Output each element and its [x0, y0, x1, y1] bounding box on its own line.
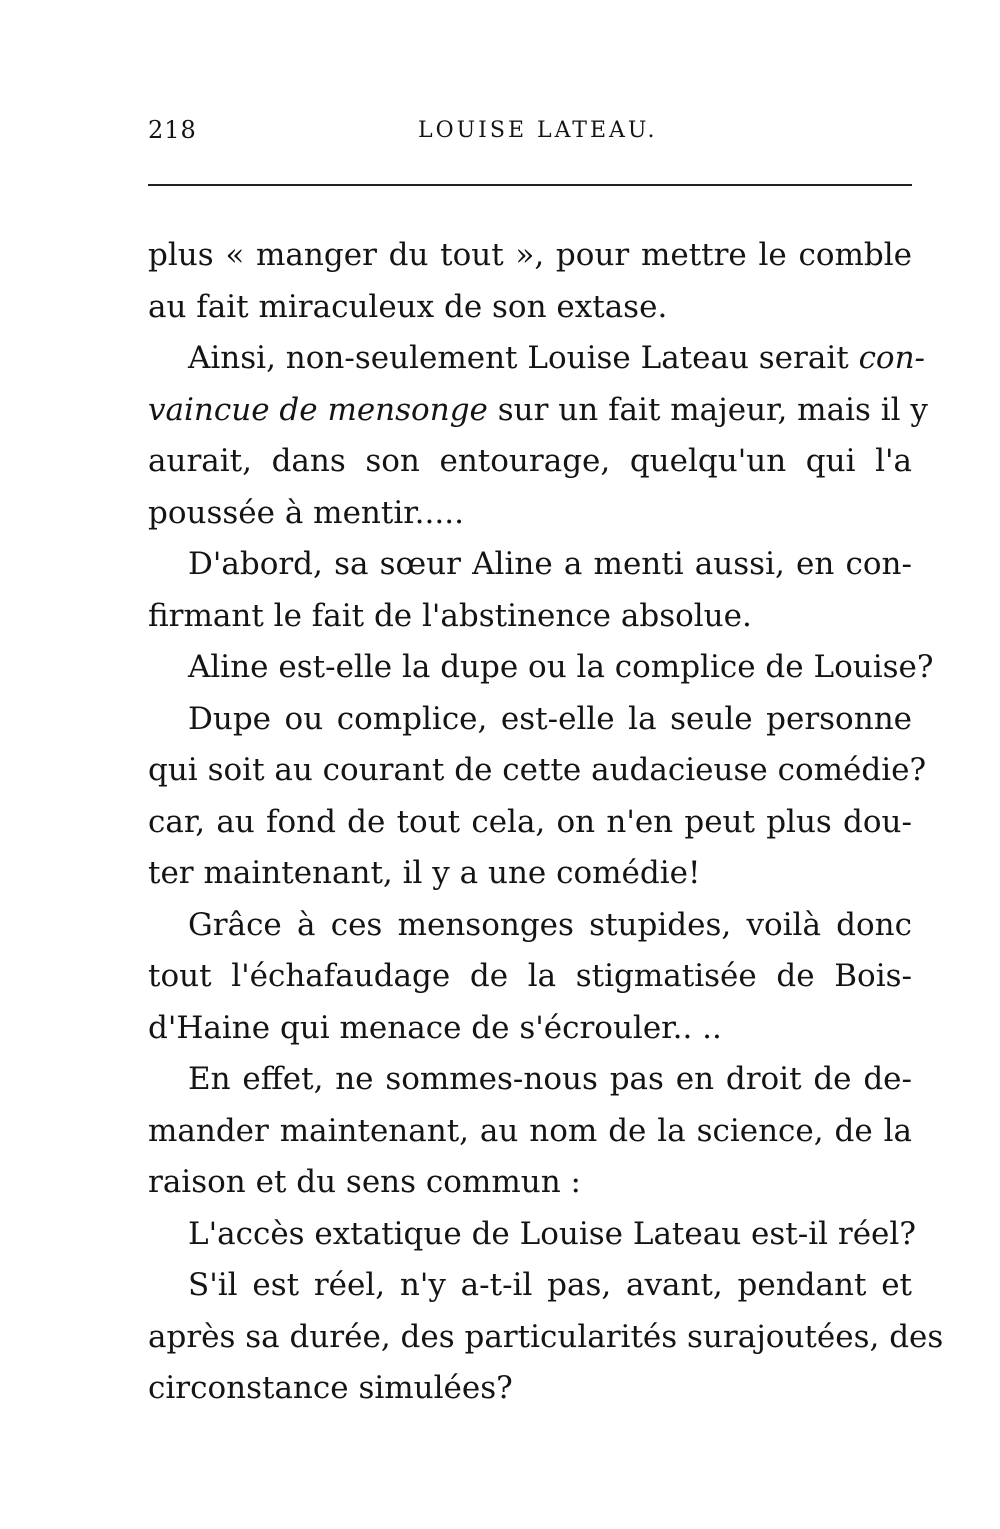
text-line: qui soit au courant de cette audacieuse comédie? [148, 752, 927, 788]
text-line: tout l'échafaudage de la stigmatisée de Bois- [148, 958, 912, 994]
page-number: 218 [148, 116, 197, 144]
text-line: d'Haine qui menace de s'écrouler.. .. [148, 1009, 722, 1046]
running-title: LOUISE LATEAU. [418, 118, 658, 143]
text-line: aurait, dans son entourage, quelqu'un qui l'a [148, 443, 912, 479]
text-line: mander maintenant, au nom de la science, de la [148, 1112, 912, 1149]
text-line: Dupe ou complice, est-elle la seule personne [188, 700, 912, 737]
italic-fragment: vaincue de mensonge [148, 391, 488, 428]
text-line: S'il est réel, n'y a-t-il pas, avant, pendant et [188, 1267, 912, 1303]
italic-fragment: con- [858, 340, 926, 376]
text-line [148, 385, 928, 437]
text-line: poussée à mentir..... [148, 494, 464, 531]
text-line: L'accès extatique de Louise Lateau est-il réel? [188, 1215, 916, 1252]
text-line: ter maintenant, il y a une comédie! [148, 855, 701, 891]
text-fragment: Ainsi, non-seulement Louise Lateau serait [188, 340, 859, 376]
text-line [148, 333, 926, 385]
text-line: car, au fond de tout cela, on n'en peut plus dou- [148, 803, 912, 840]
text-fragment: sur un fait majeur, mais il y [487, 391, 928, 428]
body-text [148, 230, 944, 1415]
text-line: firmant le fait de l'abstinence absolue. [148, 597, 752, 634]
text-line: En effet, ne sommes-nous pas en droit de de- [188, 1061, 912, 1097]
text-line: au fait miraculeux de son extase. [148, 288, 668, 325]
text-line: Aline est-elle la dupe ou la complice de Louise? [188, 649, 934, 685]
text-line: après sa durée, des particularités surajoutées, des [148, 1318, 944, 1355]
text-line: D'abord, sa sœur Aline a menti aussi, en con- [188, 546, 912, 582]
text-line: raison et du sens commun : [148, 1164, 581, 1200]
text-line: plus « manger du tout », pour mettre le comble [148, 237, 912, 273]
text-line: Grâce à ces mensonges stupides, voilà donc [188, 906, 912, 943]
text-line: circonstance simulées? [148, 1370, 513, 1406]
running-head [148, 116, 912, 152]
header-rule [148, 184, 912, 186]
